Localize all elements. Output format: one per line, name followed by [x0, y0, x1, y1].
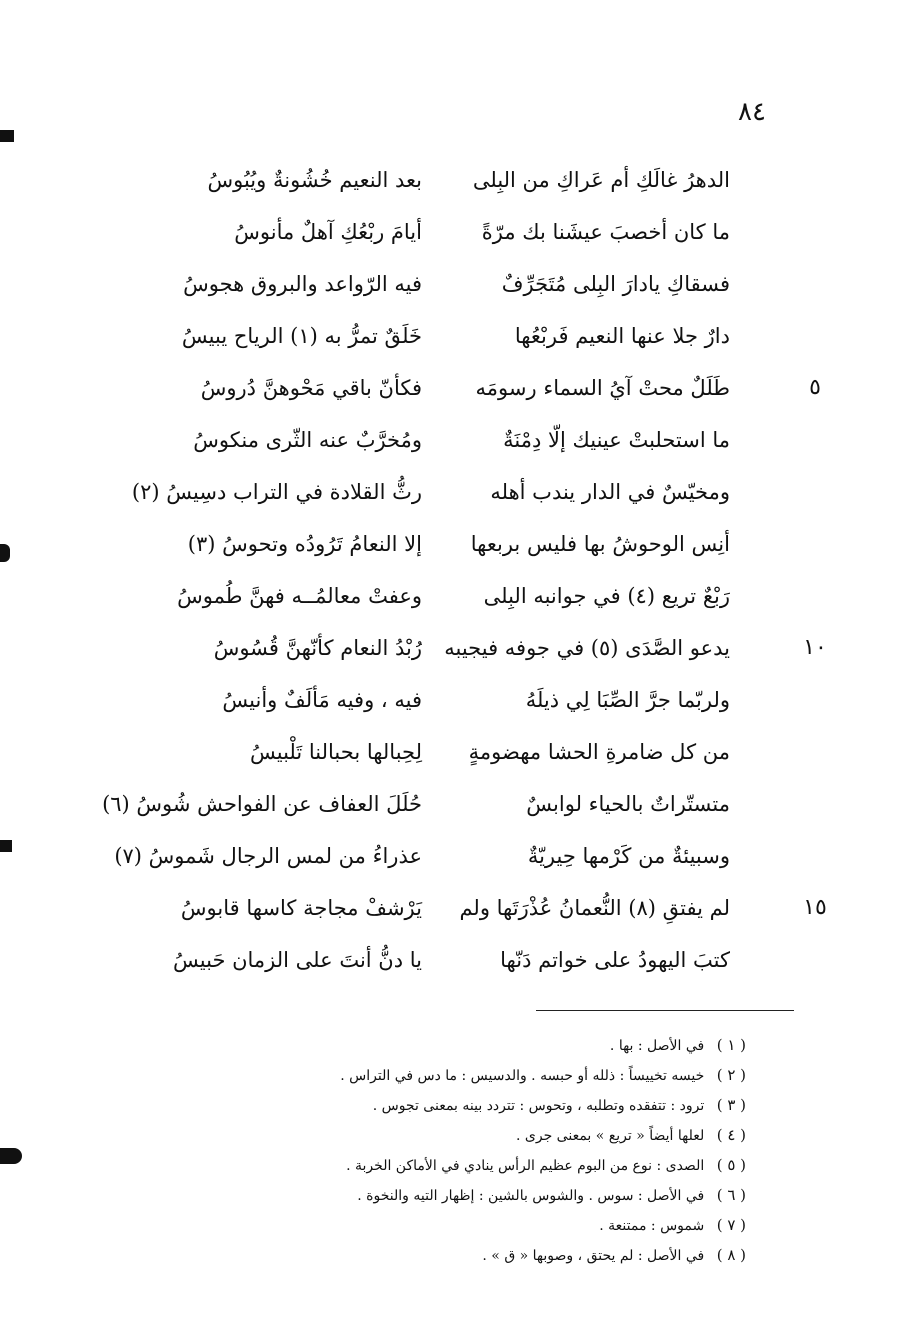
- verse-line-number: [790, 204, 840, 260]
- verse: [0, 880, 903, 936]
- verse-second-hemistich: رثُّ القلادة في التراب دسِيسُ (٢): [131, 480, 422, 504]
- verse: [0, 152, 903, 208]
- footnote-text: في الأصل : سوس . والشوس بالشين : إظهار التيه والنخوة .: [357, 1188, 705, 1204]
- verse: [0, 568, 903, 624]
- verse: [0, 932, 903, 988]
- footnote-item: [250, 1240, 746, 1270]
- footnote-number: ( ٢ ): [716, 1066, 746, 1084]
- verse-line-number: [790, 152, 840, 208]
- verse-line-number: ٥: [809, 375, 821, 400]
- verse: [0, 256, 903, 312]
- verse-line-number: ١٥: [803, 895, 827, 920]
- verse-first-hemistich: وسبيئةٌ من كَرْمها حِيريّةٌ: [527, 844, 730, 868]
- verse-line-number: [790, 932, 840, 988]
- verse-second-hemistich: لِحِبالها بحبالنا تَلْبيسُ: [249, 740, 422, 764]
- verse-first-hemistich: ما كان أخصبَ عيشَنا بك مرّةً: [481, 220, 730, 244]
- verse-first-hemistich: دارٌ جلا عنها النعيم فَربْعُها: [514, 324, 730, 348]
- footnotes: [250, 1030, 746, 1270]
- verse: [0, 620, 903, 676]
- verse-line-number: [790, 516, 840, 572]
- scan-edge-mark: [0, 840, 12, 852]
- footnote-number: ( ٦ ): [716, 1186, 746, 1204]
- verse-first-hemistich: فسقاكِ يادارَ البِلى مُتَجَرِّفٌ: [501, 272, 730, 296]
- scan-edge-mark: [0, 1148, 22, 1164]
- footnote-number: ( ٥ ): [716, 1156, 746, 1174]
- verse-first-hemistich: ولربّما جرَّ الصِّبَا لِي ذيلَهُ: [525, 688, 730, 712]
- footnote-item: [250, 1210, 746, 1240]
- verse-line-number: [790, 828, 840, 884]
- page-number: ٨٤: [738, 97, 766, 127]
- verse-second-hemistich: فيه ، وفيه مَألَفٌ وأنيسُ: [222, 688, 422, 712]
- verse: [0, 776, 903, 832]
- verse-line-number: [790, 724, 840, 780]
- verse-second-hemistich: يا دنُّ أنتَ على الزمان حَبيسُ: [173, 948, 422, 972]
- verse-line-number: [790, 568, 840, 624]
- footnote-text: في الأصل : لم يحتق ، وصوبها « ق » .: [482, 1248, 705, 1264]
- verse-first-hemistich: ومخيّسٌ في الدار يندب أهله: [490, 480, 730, 504]
- footnote-item: [250, 1090, 746, 1120]
- verse-second-hemistich: ومُخرَّبٌ عنه الثّرى منكوسُ: [193, 428, 422, 452]
- verse-first-hemistich: يدعو الصَّدَى (٥) في جوفه فيجيبه: [444, 636, 730, 660]
- footnote-item: [250, 1030, 746, 1060]
- scan-edge-mark: [0, 544, 10, 562]
- verse-first-hemistich: كتبَ اليهودُ على خواتم دَنّها: [500, 948, 730, 972]
- footnote-number: ( ٨ ): [716, 1246, 746, 1264]
- verse-first-hemistich: طَلَلٌ محتْ آيُ السماء رسومَه: [475, 376, 730, 400]
- verse-second-hemistich: رُبْدُ النعام كأنّهنَّ قُسُوسُ: [213, 636, 422, 660]
- verse-second-hemistich: بعد النعيم خُشُونةٌ ويُبُوسُ: [207, 168, 422, 192]
- footnote-text: في الأصل : بها .: [609, 1038, 705, 1054]
- verse: [0, 672, 903, 728]
- verse: [0, 516, 903, 572]
- footnote-number: ( ٧ ): [716, 1216, 746, 1234]
- verse-second-hemistich: عذراءُ من لمس الرجال شَموسُ (٧): [114, 844, 422, 868]
- verse: [0, 464, 903, 520]
- verse-line-number: [790, 464, 840, 520]
- verse-line-number: [790, 672, 840, 728]
- footnote-number: ( ٤ ): [716, 1126, 746, 1144]
- footnote-text: خيسه تخييساً : ذلله أو حبسه . والدسيس : ما دس في التراس .: [340, 1068, 705, 1084]
- footnote-text: شموس : ممتنعة .: [599, 1218, 705, 1234]
- footnote-number: ( ٣ ): [716, 1096, 746, 1114]
- verse: [0, 828, 903, 884]
- verse-first-hemistich: الدهرُ غالَكِ أم عَراكِ من البِلى: [472, 168, 730, 192]
- verse-second-hemistich: فكأنّ باقي مَحْوهنَّ دُروسُ: [200, 376, 422, 400]
- footnote-item: [250, 1120, 746, 1150]
- footnote-divider: [536, 1010, 794, 1011]
- verse: [0, 412, 903, 468]
- verse-line-number: [790, 412, 840, 468]
- verse-first-hemistich: ما استحلبتْ عينيك إلّا دِمْنَةٌ: [503, 428, 730, 452]
- footnote-text: ترود : تتفقده وتطلبه ، وتحوس : تتردد بينه بمعنى تجوس .: [372, 1098, 705, 1114]
- verse-second-hemistich: خَلَقٌ تمرُّ به (١) الرياح يبيسُ: [181, 324, 422, 348]
- verse-second-hemistich: إلا النعامُ تَرُودُه وتحوسُ (٣): [187, 532, 422, 556]
- verse-second-hemistich: فيه الرّواعد والبروق هجوسُ: [183, 272, 422, 296]
- scan-edge-mark: [0, 130, 14, 142]
- verse-first-hemistich: من كل ضامرةِ الحشا مهضومةٍ: [468, 740, 730, 764]
- footnote-item: [250, 1150, 746, 1180]
- verse: [0, 360, 903, 416]
- verse-line-number: [790, 256, 840, 312]
- verse-first-hemistich: لم يفتقِ (٨) النُّعمانُ عُذْرَتَها ولم: [459, 896, 730, 920]
- verse-second-hemistich: وعفتْ معالمُــه فهنَّ طُموسُ: [177, 584, 422, 608]
- footnote-text: لعلها أيضاً « تريع » بمعنى جرى .: [515, 1128, 705, 1144]
- verse: [0, 724, 903, 780]
- verse: [0, 204, 903, 260]
- verse: [0, 308, 903, 364]
- footnote-number: ( ١ ): [716, 1036, 746, 1054]
- verse-line-number: [790, 776, 840, 832]
- verse-first-hemistich: رَبْعٌ تريع (٤) في جوانبه البِلى: [483, 584, 730, 608]
- verse-second-hemistich: أيامَ ربْعُكِ آهلٌ مأنوسُ: [234, 220, 422, 244]
- verse-first-hemistich: أنِس الوحوشُ بها فليس بربعها: [470, 532, 730, 556]
- footnote-text: الصدى : نوع من البوم عظيم الرأس ينادي في الأماكن الخربة .: [346, 1158, 705, 1174]
- footnote-item: [250, 1180, 746, 1210]
- poem-body: [0, 152, 903, 992]
- verse-first-hemistich: متستّراتٌ بالحياء لوابسٌ: [526, 792, 730, 816]
- verse-line-number: ١٠: [803, 635, 827, 660]
- footnote-item: [250, 1060, 746, 1090]
- verse-second-hemistich: حُلَلَ العفاف عن الفواحش شُوسُ (٦): [102, 792, 422, 816]
- verse-second-hemistich: يَرْشفْ مجاجة كاسها قابوسُ: [180, 896, 422, 920]
- verse-line-number: [790, 308, 840, 364]
